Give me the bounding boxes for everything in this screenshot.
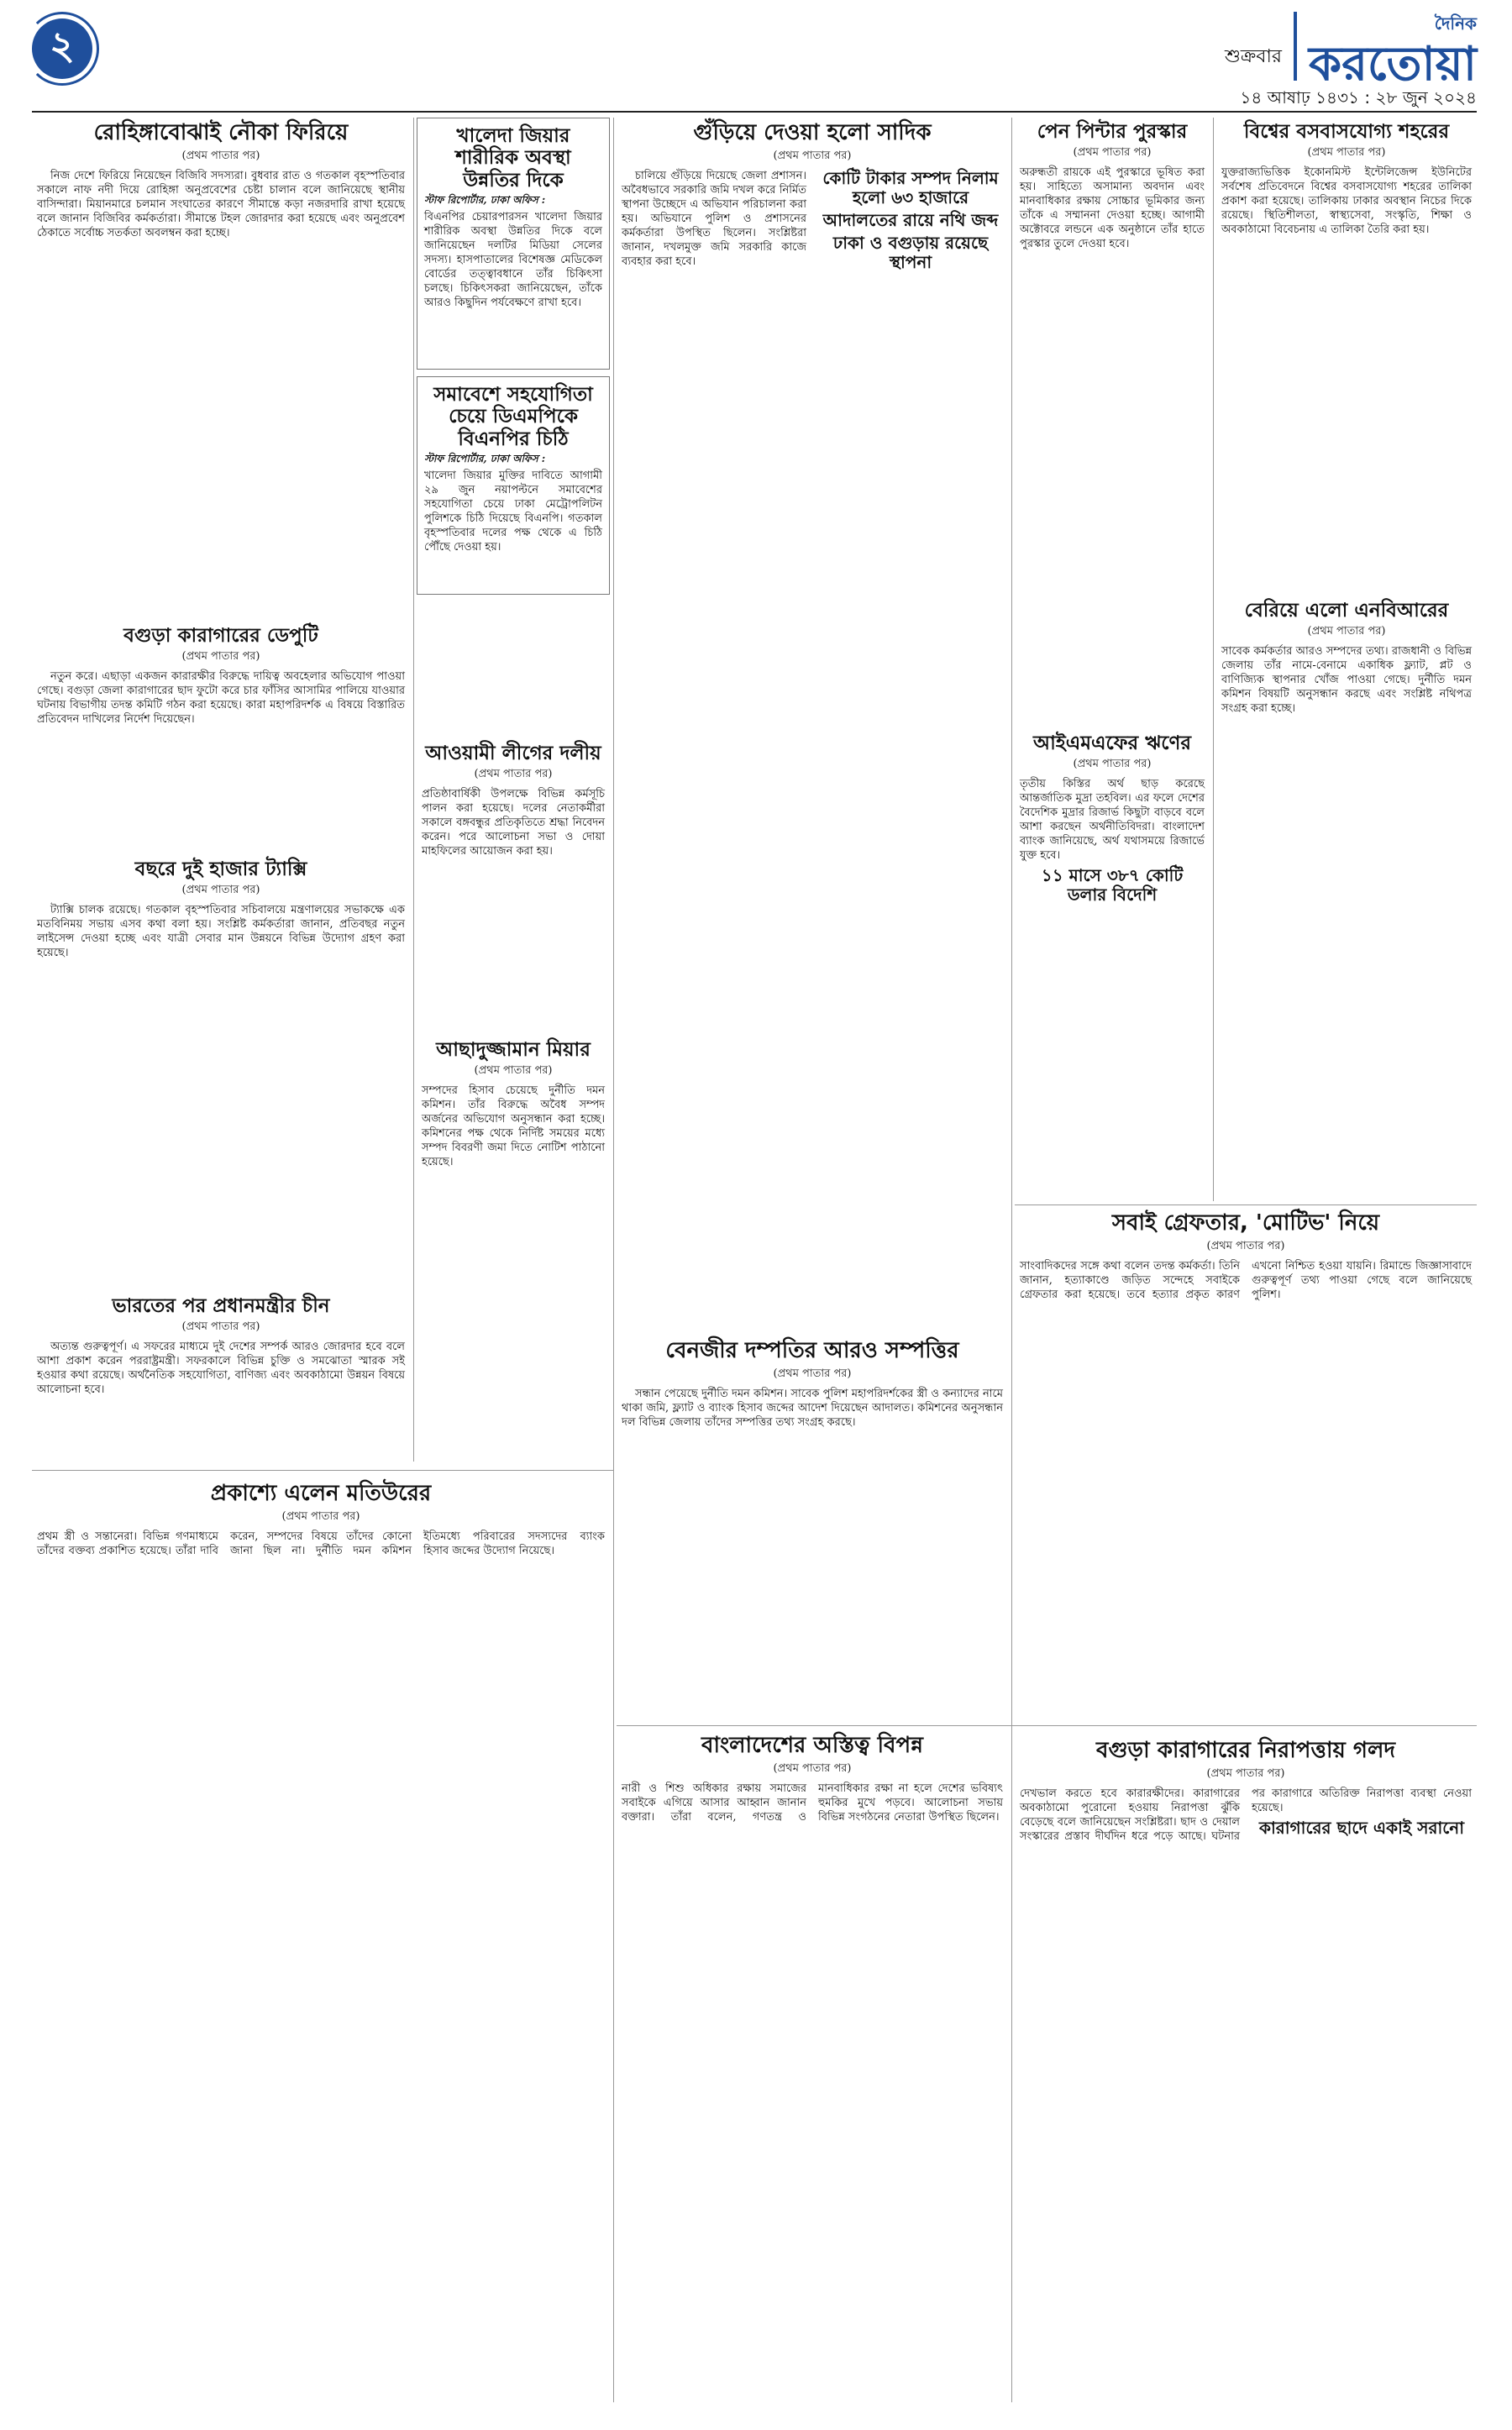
column-divider [1011,118,1012,2402]
headline: বিশ্বের বসবাসযোগ্য শহরের [1243,121,1450,143]
continued-label: (প্রথম পাতার পর) [1307,625,1386,638]
article-bisser-bashojoggo [1216,118,1477,588]
article-khaleda [417,118,610,370]
continued-label: (প্রথম পাতার পর) [474,1064,553,1078]
article-body: সাবেক কর্মকর্তার আরও সম্পদের তথ্য। রাজধানী ও বিভিন্ন জেলায় তাঁর নামে-বেনামে একাধিক ফ্ল্যাট, প্লট ও বাণিজ্যিক স্থাপনার খোঁজ পাওয়া গেছে। দুর্নীতি দমন কমিশন বিষয়টি অনুসন্ধান করছে এবং সংশ্লিষ্ট নথিপত্র সংগ্রহ করা হচ্ছে। [1221,645,1472,716]
column-divider [613,118,614,2402]
headline: প্রকাশ্যে এলেন মতিউরের [210,1481,432,1506]
article-bogura-deputy [32,622,410,806]
issue-day: শুক্রবার [1224,46,1283,67]
article-beriye-elo [1216,596,1477,1201]
continued-label: (প্রথম পাতার পর) [181,650,260,664]
article-body: প্রথম স্ত্রী ও সন্তানেরা। বিভিন্ন গণমাধ্যমে তাঁদের বক্তব্য প্রকাশিত হয়েছে। তাঁরা দাবি করেন, সম্পদের বিষয়ে তাঁদের কোনো জানা ছিল না। দুর্নীতি দমন কমিশন ইতিমধ্যে পরিবারের সদস্যদের ব্যাংক হিসাব জব্দের উদ্যোগ নিয়েছে। [37,1530,605,1557]
page-number: ২ [50,23,75,68]
headline: সমাবেশে সহযোগিতা চেয়ে ডিএমপিকে বিএনপির চিঠি [433,384,593,450]
subhead: ঢাকা ও বগুড়ায় রয়েছে স্থাপনা [832,232,989,272]
continued-label: (প্রথম পাতার পর) [1307,146,1386,160]
headline: গুঁড়িয়ে দেওয়া হলো সাদিক [693,120,932,145]
newspaper-logo [1309,12,1477,90]
article-body: খালেদা জিয়ার মুক্তির দাবিতে আগামী ২৯ জুন নয়াপল্টনে সমাবেশের সহযোগিতা চেয়ে ঢাকা মেট্রোপলিটন পুলিশকে চিঠি দিয়েছে বিএনপি। গতকাল বৃহস্পতিবার দলের পক্ষ থেকে এ চিঠি পৌঁছে দেওয়া হয়। [424,470,602,554]
article-body: তৃতীয় কিস্তির অর্থ ছাড় করেছে আন্তর্জাতিক মুদ্রা তহবিল। এর ফলে দেশের বৈদেশিক মুদ্রার রিজার্ভ কিছুটা বাড়বে বলে আশা করছেন অর্থনীতিবিদরা। বাংলাদেশ ব্যাংক জানিয়েছে, অর্থ যথাসময়ে রিজার্ভে যুক্ত হবে। [1020,778,1205,863]
article-body: সন্ধান পেয়েছে দুর্নীতি দমন কমিশন। সাবেক পুলিশ মহাপরিদর্শকের স্ত্রী ও কন্যাদের নামে থাকা জমি, ফ্ল্যাট ও ব্যাংক হিসাব জব্দের আদেশ দিয়েছেন আদালত। কমিশনের অনুসন্ধান দল বিভিন্ন জেলায় তাঁদের সম্পত্তির তথ্য সংগ্রহ করছে। [622,1387,1003,1429]
masthead [0,0,1512,108]
headline: পেন পিন্টার পুরস্কার [1037,121,1188,143]
logo-big-text: করতোয়া [1309,37,1477,92]
headline: বেরিয়ে এলো এনবিআরের [1244,600,1449,622]
subhead: ১১ মাসে ৩৮৭ কোটি ডলার বিদেশি [1041,865,1184,905]
article-body: দেখভাল করতে হবে কারারক্ষীদের। কারাগারের অবকাঠামো পুরোনো হওয়ায় নিরাপত্তা ঝুঁকি বেড়েছে বলে জানিয়েছেন সংশ্লিষ্টরা। ছাদ ও দেয়াল সংস্কারের প্রস্তাব দীর্ঘদিন ধরে পড়ে আছে। ঘটনার পর কারাগারে অতিরিক্ত নিরাপত্তা ব্যবস্থা নেওয়া হয়েছে। [1020,1787,1472,1843]
article-body: ট্যাক্সি চালক রয়েছে। গতকাল বৃহস্পতিবার সচিবালয়ে মন্ত্রণালয়ের সভাকক্ষে এক মতবিনিময় সভায় এসব কথা বলা হয়। সংশ্লিষ্ট কর্মকর্তারা জানান, প্রতিবছর নতুন লাইসেন্স দেওয়া হচ্ছে এবং যাত্রী সেবার মান উন্নয়নে বিভিন্ন উদ্যোগ গ্রহণ করা হয়েছে। [37,904,405,960]
article-bangladesher-astitto [617,1730,1008,2402]
headline: বেনজীর দম্পতির আরও সম্পত্তির [665,1338,959,1363]
article-rohingya [32,118,410,504]
article-asaduzzaman [417,1036,610,1237]
masthead-divider [1294,12,1297,81]
article-somobesh [417,376,610,595]
subhead: আদালতের রায়ে নথি জব্দ [822,209,999,230]
continued-label: (প্রথম পাতার পর) [773,149,852,162]
column-divider [413,118,414,1462]
continued-label: (প্রথম পাতার পর) [1073,758,1152,771]
article-bochore-dui [32,855,410,1023]
continued-label: (প্রথম পাতার পর) [1073,146,1152,160]
section-divider [617,1725,1477,1726]
article-guriye [617,118,1008,1327]
article-pen-pinter [1015,118,1210,722]
article-benazir [617,1336,1008,1722]
continued-label: (প্রথম পাতার পর) [1206,1766,1285,1780]
article-body: যুক্তরাজ্যভিত্তিক ইকোনমিস্ট ইন্টেলিজেন্স ইউনিটের সর্বশেষ প্রতিবেদনে বিশ্বের বসবাসযোগ্য শহরের তালিকা প্রকাশ করা হয়েছে। তালিকায় ঢাকার অবস্থান নিচের দিকে রয়েছে। স্থিতিশীলতা, স্বাস্থ্যসেবা, সংস্কৃতি, শিক্ষা ও অবকাঠামো বিবেচনায় এ তালিকা তৈরি করা হয়। [1221,166,1472,237]
article-body: সম্পদের হিসাব চেয়েছে দুর্নীতি দমন কমিশন। তাঁর বিরুদ্ধে অবৈধ সম্পদ অর্জনের অভিযোগ অনুসন্ধান করা হচ্ছে। কমিশনের পক্ষ থেকে নির্দিষ্ট সময়ের মধ্যে সম্পদ বিবরণী জমা দিতে নোটিশ পাঠানো হয়েছে। [422,1084,605,1169]
issue-date: ১৪ আষাঢ় ১৪৩১ : ২৮ জুন ২০২৪ [1240,87,1477,108]
subhead: কোটি টাকার সম্পদ নিলাম হলো ৬৩ হাজারে [822,167,999,207]
continued-label: (প্রথম পাতার পর) [181,149,260,162]
article-prokashye [32,1478,610,2402]
continued-label: (প্রথম পাতার পর) [181,884,260,897]
headline: রোহিঙ্গাবোঝাই নৌকা ফিরিয়ে [93,120,349,145]
continued-label: (প্রথম পাতার পর) [773,1761,852,1775]
headline: ভারতের পর প্রধানমন্ত্রীর চীন [112,1295,330,1317]
article-awami-league [417,739,610,907]
logo-small-text: দৈনিক [1434,13,1477,34]
article-body: নতুন করে। এছাড়া একজন কারারক্ষীর বিরুদ্ধে দায়িত্ব অবহেলার অভিযোগ পাওয়া গেছে। বগুড়া জেলা কারাগারের ছাদ ফুটো করে চার ফাঁসির আসামির পালিয়ে যাওয়ার ঘটনায় বিভাগীয় তদন্ত কমিটি গঠন করা হয়েছে। কারা মহাপরিদর্শক এ বিষয়ে বিস্তারিত প্রতিবেদন দাখিলের নির্দেশ দিয়েছেন। [37,670,405,727]
headline: আইএমএফের ঋণের [1032,732,1192,754]
article-body: নারী ও শিশু অধিকার রক্ষায় সমাজের সবাইকে এগিয়ে আসার আহ্বান জানান বক্তারা। তাঁরা বলেন, গণতন্ত্র ও মানবাধিকার রক্ষা না হলে দেশের ভবিষ্যৎ হুমকির মুখে পড়বে। আলোচনা সভায় বিভিন্ন সংগঠনের নেতারা উপস্থিত ছিলেন। [622,1782,1003,1824]
masthead-right [1225,12,1477,90]
article-body: চালিয়ে গুঁড়িয়ে দিয়েছে জেলা প্রশাসন। অবৈধভাবে সরকারি জমি দখল করে নির্মিত স্থাপনা উচ্ছেদে এ অভিযান পরিচালনা করা হয়। অভিযানে পুলিশ ও প্রশাসনের কর্মকর্তারা উপস্থিত ছিলেন। সংশ্লিষ্টরা জানান, দখলমুক্ত জমি সরকারি কাজে ব্যবহার করা হবে। [622,169,806,268]
headline: সবাই গ্রেফতার, 'মোটিভ' নিয়ে [1111,1210,1380,1236]
headline: আছাদুজ্জামান মিয়ার [436,1039,591,1061]
subhead: কারাগারের ছাদে একাই সরানো [1258,1817,1465,1838]
byline: স্টাফ রিপোর্টার, ঢাকা অফিস : [424,194,546,207]
article-imf [1015,729,1210,1199]
section-divider [32,1470,613,1471]
continued-label: (প্রথম পাতার পর) [474,768,553,781]
article-sobai-greftar [1015,1208,1477,1729]
headline: খালেদা জিয়ার শারীরিক অবস্থা উন্নতির দিকে [455,125,571,192]
article-bharoter-por [32,1292,410,1460]
continued-label: (প্রথম পাতার পর) [281,1509,360,1523]
continued-label: (প্রথম পাতার পর) [1206,1239,1285,1252]
headline: আওয়ামী লীগের দলীয় [425,743,601,764]
article-body: সাংবাদিকদের সঙ্গে কথা বলেন তদন্ত কর্মকর্তা। তিনি জানান, হত্যাকাণ্ডে জড়িত সন্দেহে সবাইকে গ্রেফতার করা হয়েছে। তবে হত্যার প্রকৃত কারণ এখনো নিশ্চিত হওয়া যায়নি। রিমান্ডে জিজ্ঞাসাবাদে গুরুত্বপূর্ণ তথ্য পাওয়া গেছে বলে জানিয়েছে পুলিশ। [1020,1259,1472,1301]
article-bogura-nirapotta [1015,1735,1477,2402]
byline: স্টাফ রিপোর্টার, ঢাকা অফিস : [424,453,546,465]
article-body: অরুন্ধতী রায়কে এই পুরস্কারে ভূষিত করা হয়। সাহিত্যে অসামান্য অবদান এবং মানবাধিকার রক্ষায় সোচ্চার ভূমিকার জন্য তাঁকে এ সম্মাননা দেওয়া হচ্ছে। আগামী অক্টোবরে লন্ডনে এক অনুষ্ঠানে তাঁর হাতে পুরস্কার তুলে দেওয়া হবে। [1020,166,1205,251]
continued-label: (প্রথম পাতার পর) [181,1320,260,1334]
headline: বাংলাদেশের অস্তিত্ব বিপন্ন [701,1733,923,1758]
article-body: বিএনপির চেয়ারপারসন খালেদা জিয়ার শারীরিক অবস্থা উন্নতির দিকে বলে জানিয়েছেন দলটির মিডিয়া সেলের সদস্য। হাসপাতালের বিশেষজ্ঞ মেডিকেল বোর্ডের তত্ত্বাবধানে তাঁর চিকিৎসা চলছে। চিকিৎসকরা জানিয়েছেন, তাঁকে আরও কিছুদিন পর্যবেক্ষণে রাখা হবে। [424,211,602,310]
article-body: অত্যন্ত গুরুত্বপূর্ণ। এ সফরের মাধ্যমে দুই দেশের সম্পর্ক আরও জোরদার হবে বলে আশা প্রকাশ করেন পররাষ্ট্রমন্ত্রী। সফরকালে বিভিন্ন চুক্তি ও সমঝোতা স্মারক সই হওয়ার কথা রয়েছে। অর্থনৈতিক সহযোগিতা, বাণিজ্য এবং অবকাঠামো উন্নয়ন বিষয়ে আলোচনা হবে। [37,1341,405,1397]
headline: বগুড়া কারাগারের ডেপুটি [123,625,318,647]
page-number-badge [32,18,92,79]
column-divider [1213,118,1214,1201]
masthead-rule [32,111,1477,113]
continued-label: (প্রথম পাতার পর) [773,1367,852,1380]
headline: বগুড়া কারাগারের নিরাপত্তায় গলদ [1096,1738,1395,1763]
article-body: নিজ দেশে ফিরিয়ে নিয়েছেন বিজিবি সদস্যরা। বুধবার রাত ও গতকাল বৃহস্পতিবার সকালে নাফ নদী দিয়ে রোহিঙ্গা অনুপ্রবেশের চেষ্টা চালান বলে জানিয়েছে স্থানীয় বাসিন্দারা। মিয়ানমারে চলমান সংঘাতের কারণে সীমান্তে কড়া নজরদারি রাখা হয়েছে বলে জানান বিজিবির কর্মকর্তারা। সীমান্তে টহল জোরদার করা হয়েছে এবং অনুপ্রবেশ ঠেকাতে সর্বোচ্চ সতর্কতা অবলম্বন করা হচ্ছে। [37,169,405,239]
article-body: প্রতিষ্ঠাবার্ষিকী উপলক্ষে বিভিন্ন কর্মসূচি পালন করা হয়েছে। দলের নেতাকর্মীরা সকালে বঙ্গবন্ধুর প্রতিকৃতিতে শ্রদ্ধা নিবেদন করেন। পরে আলোচনা সভা ও দোয়া মাহফিলের আয়োজন করা হয়। [422,788,605,858]
headline: বছরে দুই হাজার ট্যাক্সি [134,858,307,880]
